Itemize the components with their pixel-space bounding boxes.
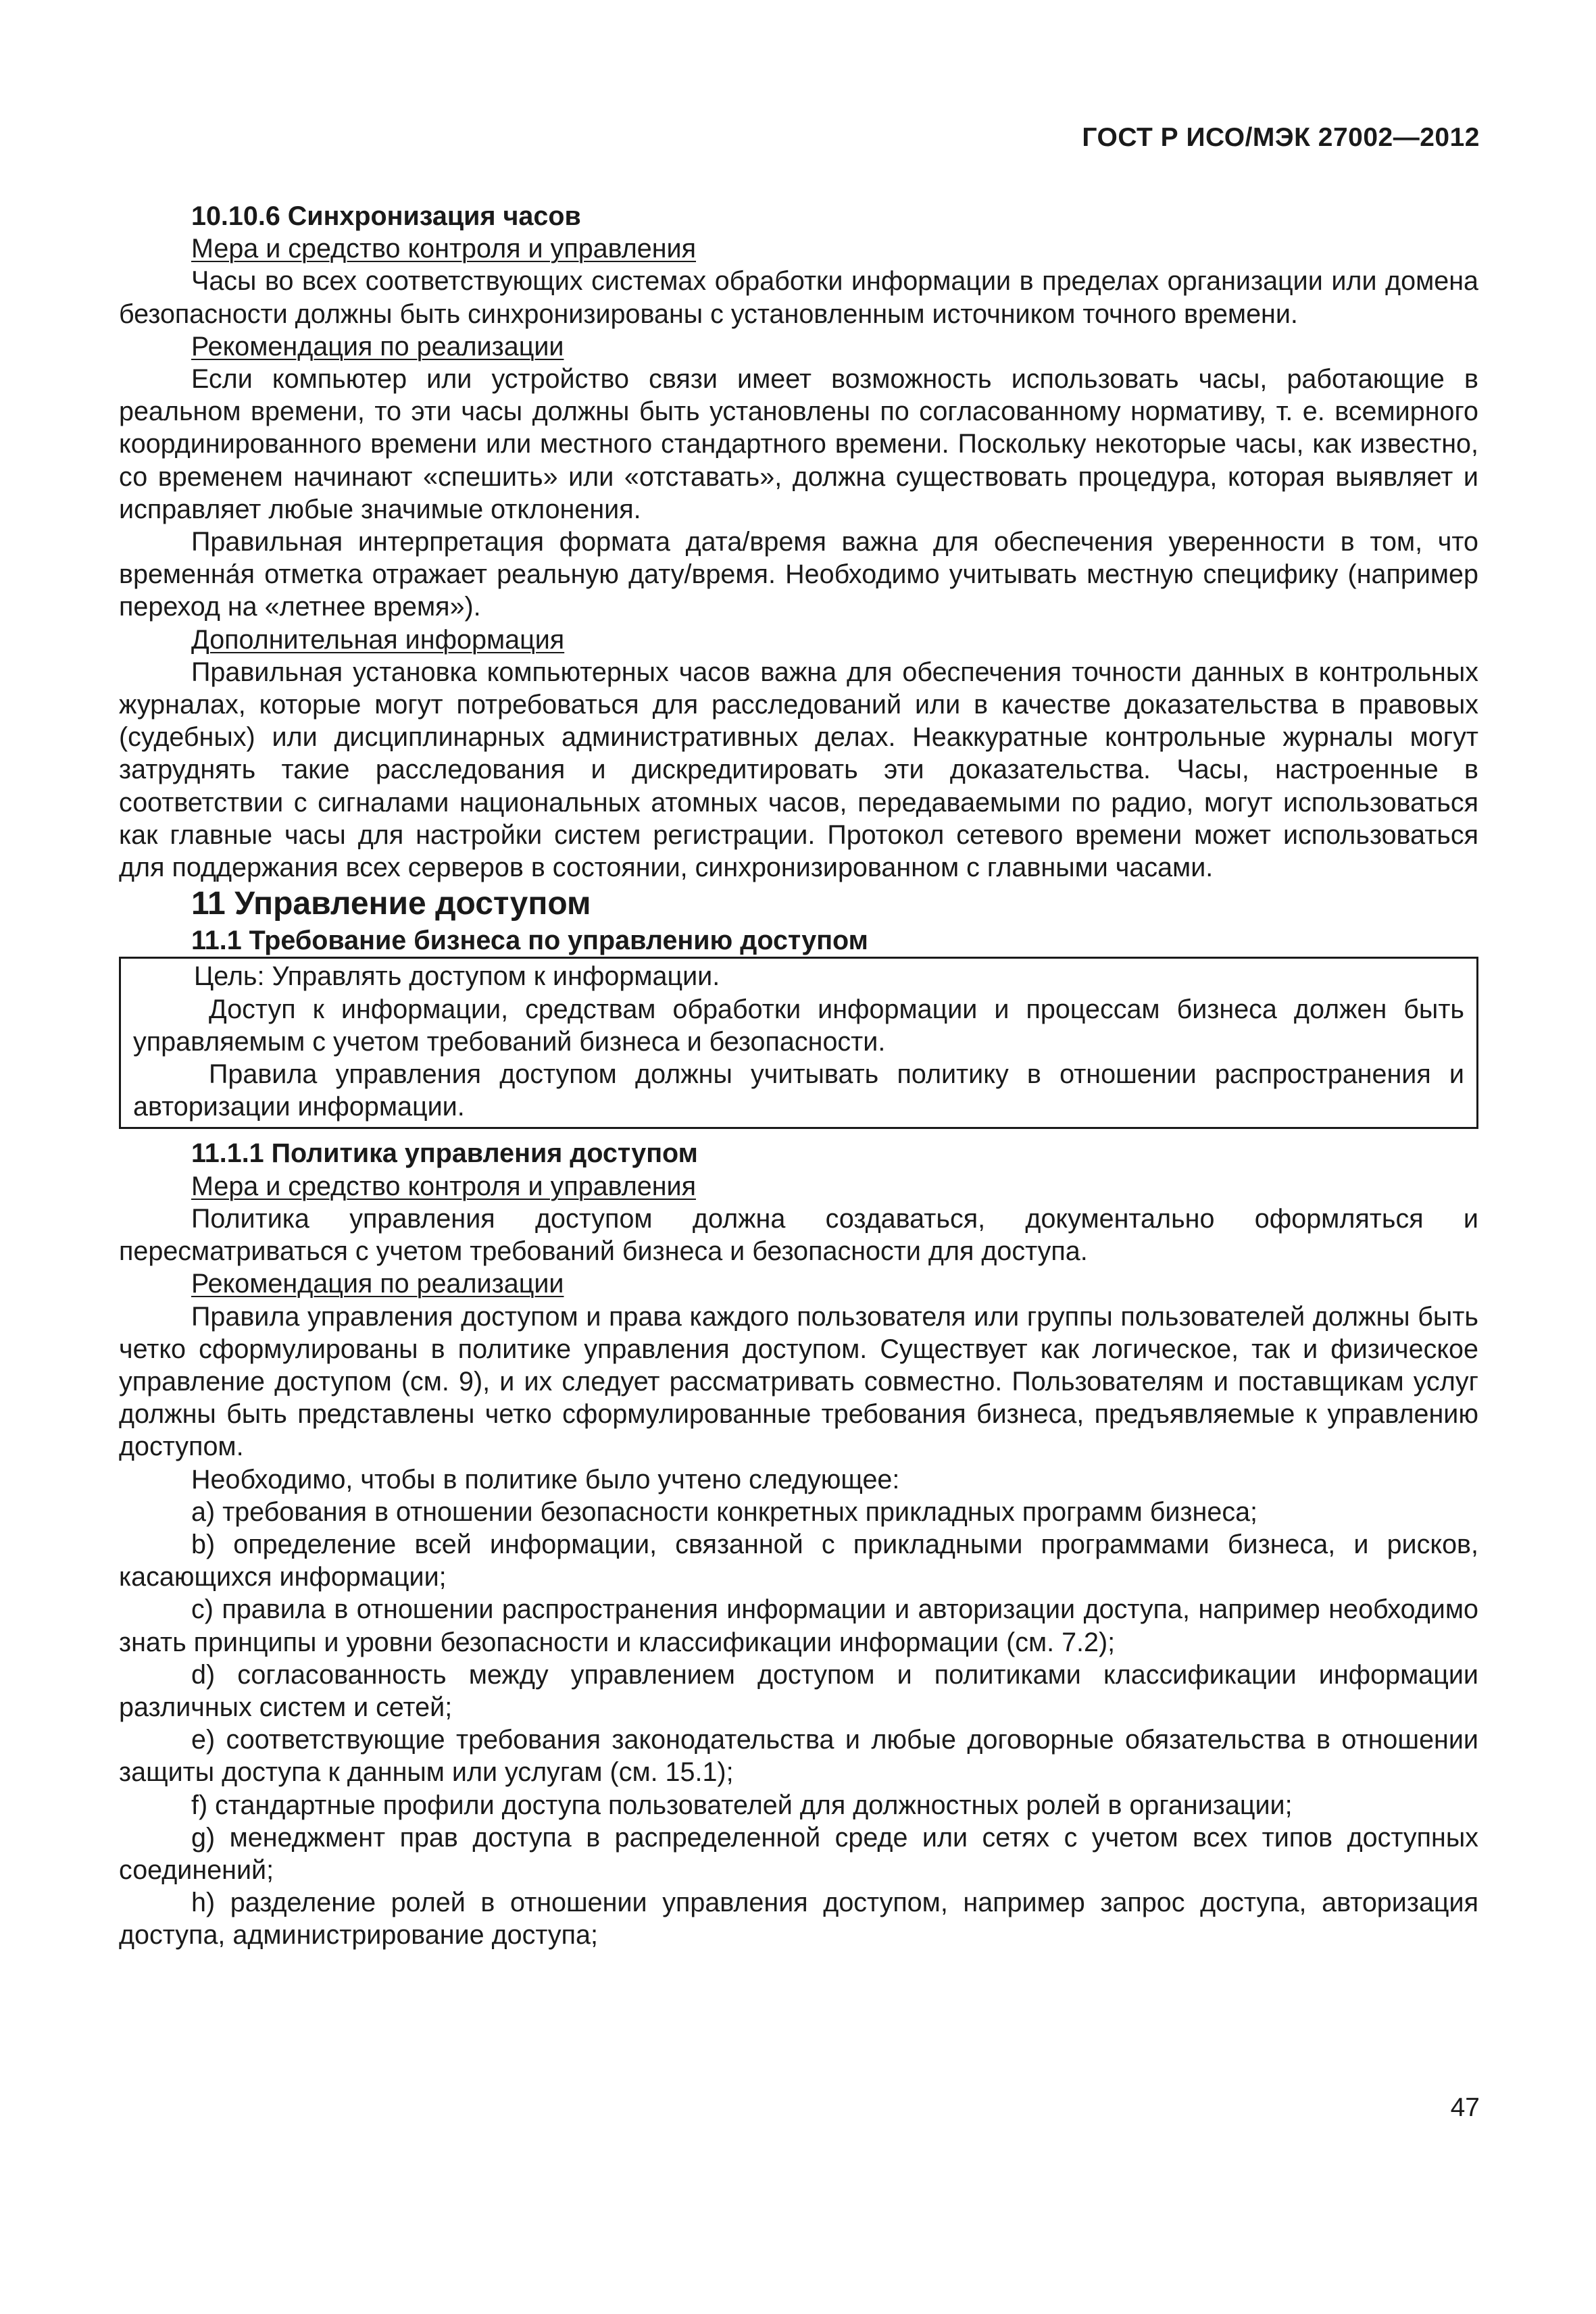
list-item: a) требования в отношении безопасности конкретных прикладных программ бизнеса;	[191, 1496, 1258, 1527]
control-text: Часы во всех соответствующих системах обработки информации в пределах организации или домена безопасности должны быть синхронизированы с установленным источником точного времени.	[119, 266, 1478, 329]
guidance-label: Рекомендация по реализации	[191, 1269, 564, 1299]
section-11-1-title: 11.1 Требование бизнеса по управлению доступом	[191, 926, 868, 956]
list-item: d) согласованность между управлением доступом и политиками классификации информации различных систем и сетей;	[119, 1659, 1478, 1722]
control-text: Политика управления доступом должна создаваться, документально оформляться и пересматриваться с учетом требований бизнеса и безопасности для доступа.	[119, 1203, 1478, 1267]
list-item: b) определение всей информации, связанной с прикладными программами бизнеса, и рисков, касающихся информации;	[119, 1529, 1478, 1592]
page-body	[119, 200, 1478, 1952]
control-label: Мера и средство контроля и управления	[191, 234, 697, 264]
list-item: c) правила в отношении распространения информации и авторизации доступа, например необходимо знать принципы и уровни безопасности и классификации информации (см. 7.2);	[119, 1594, 1478, 1657]
objective-paragraph: Доступ к информации, средствам обработки информации и процессам бизнеса должен быть управляемым с учетом требований бизнеса и безопасности.	[133, 994, 1464, 1057]
list-item: e) соответствующие требования законодательства и любые договорные обязательства в отношении защиты доступа к данным или услугам (см. 15.1);	[119, 1725, 1478, 1788]
guidance-paragraph: Правильная интерпретация формата дата/время важна для обеспечения уверенности в том, что временна́я отметка отражает реальную дату/время. Необходимо учитывать местную специфику (например переход на «летнее время»).	[119, 527, 1478, 622]
list-item: f) стандартные профили доступа пользователей для должностных ролей в организации;	[191, 1790, 1293, 1820]
other-info-label: Дополнительная информация	[191, 624, 565, 655]
other-info-text: Правильная установка компьютерных часов важна для обеспечения точности данных в контрольных журналах, которые могут потребоваться для расследований или в качестве доказательства в правовых (судебных) или дисциплинарных административных делах. Неаккуратные контрольные журналы могут затруднять такие расследования и дискредитировать эти доказательства. Часы, настроенные в соответствии с сигналами национальных атомных часов, передаваемыми по радио, могут использоваться как главные часы для настройки систем регистрации. Протокол сетевого времени может использоваться для поддержания всех серверов в состоянии, синхронизированном с главными часами.	[119, 657, 1478, 883]
section-11-title: 11 Управление доступом	[191, 886, 591, 922]
objective-goal: Цель: Управлять доступом к информации.	[194, 961, 720, 992]
guidance-paragraph: Если компьютер или устройство связи имеет возможность использовать часы, работающие в реальном времени, то эти часы должны быть установлены по согласованному нормативу, т. е. всемирного координированного времени или местного стандартного времени. Поскольку некоторые часы, как известно, со временем начинают «спешить» или «отставать», должна существовать процедура, которая выявляет и исправляет любые значимые отклонения.	[119, 364, 1478, 524]
list-intro: Необходимо, чтобы в политике было учтено следующее:	[191, 1464, 900, 1494]
page-number: 47	[1450, 2093, 1480, 2122]
objective-paragraph: Правила управления доступом должны учитывать политику в отношении распространения и авторизации информации.	[133, 1059, 1464, 1122]
section-11-1-1-title: 11.1.1 Политика управления доступом	[191, 1138, 698, 1169]
list-item: g) менеджмент прав доступа в распределенной среде или сетях с учетом всех типов доступных соединений;	[119, 1822, 1478, 1885]
control-label: Мера и средство контроля и управления	[191, 1171, 697, 1201]
guidance-paragraph: Правила управления доступом и права каждого пользователя или группы пользователей должны быть четко сформулированы в политике управления доступом. Существует как логическое, так и физическое управление доступом (см. 9), и их следует рассматривать совместно. Пользователям и поставщикам услуг должны быть представлены четко сформулированные требования бизнеса, предъявляемые к управлению доступом.	[119, 1301, 1478, 1462]
objective-box	[119, 957, 1478, 1129]
list-item: h) разделение ролей в отношении управления доступом, например запрос доступа, авторизация доступа, администрирование доступа;	[119, 1888, 1478, 1951]
guidance-label: Рекомендация по реализации	[191, 331, 564, 361]
section-10-10-6-title: 10.10.6 Синхронизация часов	[191, 201, 581, 231]
document-header: ГОСТ Р ИСО/МЭК 27002—2012	[1082, 123, 1480, 152]
